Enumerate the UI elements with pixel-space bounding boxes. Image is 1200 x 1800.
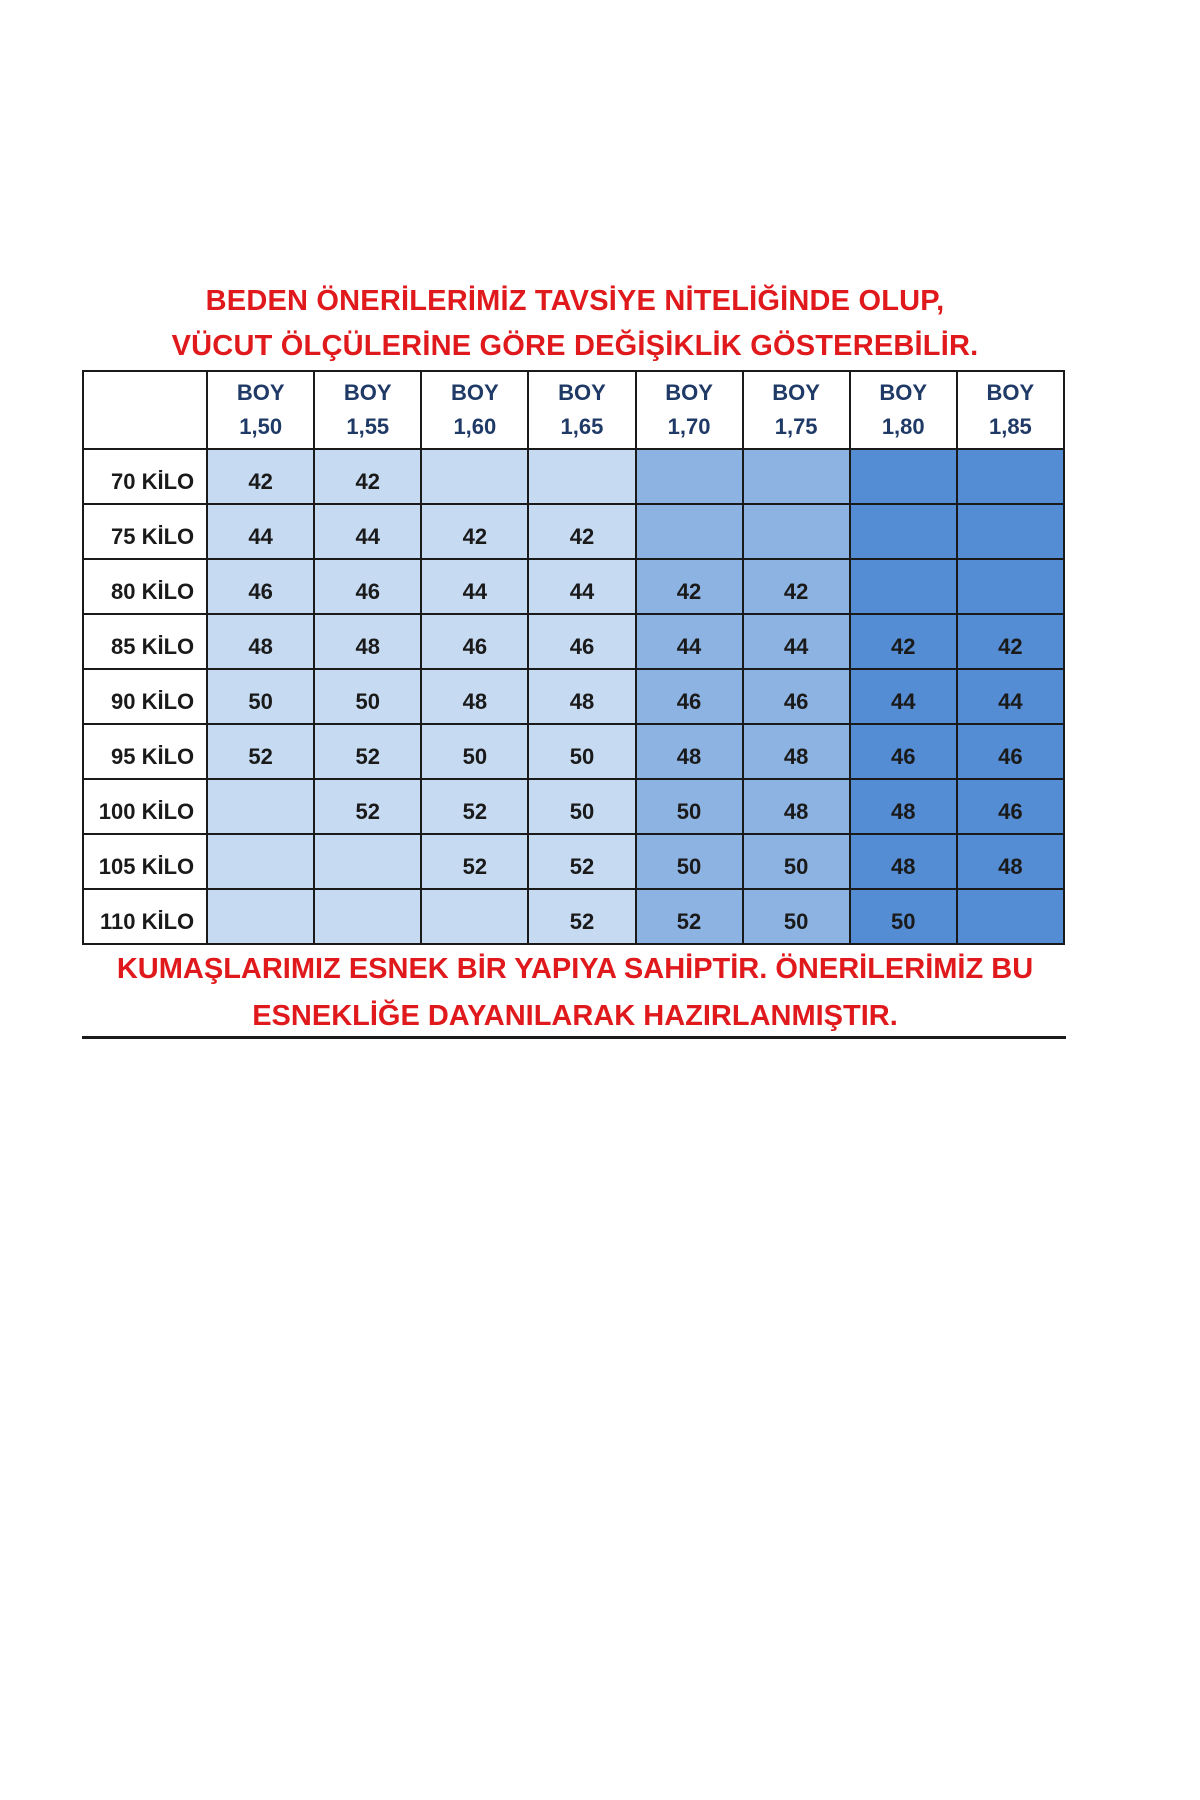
size-cell: 42	[636, 559, 743, 614]
height-header-label: BOY	[986, 380, 1035, 405]
size-cell: 52	[528, 834, 635, 889]
size-cell: 42	[421, 504, 528, 559]
weight-label: 95 KİLO	[83, 724, 207, 779]
height-header-180	[850, 371, 957, 449]
size-cell: 46	[743, 669, 850, 724]
weight-label: 80 KİLO	[83, 559, 207, 614]
size-cell	[314, 834, 421, 889]
size-cell: 52	[314, 779, 421, 834]
size-cell: 42	[314, 449, 421, 504]
size-cell: 52	[314, 724, 421, 779]
height-header-label: BOY	[343, 380, 392, 405]
weight-row	[83, 889, 1064, 944]
weight-label: 110 KİLO	[83, 889, 207, 944]
weight-label: 100 KİLO	[83, 779, 207, 834]
size-cell: 46	[421, 614, 528, 669]
size-cell: 52	[636, 889, 743, 944]
size-cell	[850, 559, 957, 614]
notice-title-line-2: VÜCUT ÖLÇÜLERİNE GÖRE DEĞİŞİKLİK GÖSTEREBİLİR.	[171, 330, 979, 362]
size-cell	[636, 449, 743, 504]
size-cell	[207, 889, 314, 944]
bottom-divider	[82, 1036, 1066, 1039]
size-chart-body	[83, 449, 1064, 944]
height-header-label: BOY	[451, 380, 499, 405]
size-cell: 48	[528, 669, 635, 724]
weight-label: 90 KİLO	[83, 669, 207, 724]
size-cell: 50	[636, 834, 743, 889]
size-cell	[850, 449, 957, 504]
size-cell	[957, 449, 1064, 504]
height-header-label: BOY	[665, 380, 713, 405]
height-header-value: 1,80	[881, 414, 925, 439]
height-header-row	[83, 371, 1064, 449]
height-header-label: BOY	[879, 380, 928, 405]
height-header-value: 1,55	[346, 414, 390, 439]
size-cell: 46	[314, 559, 421, 614]
fabric-note-line-1: KUMAŞLARIMIZ ESNEK BİR YAPIYA SAHİPTİR. ÖNERİLERİMİZ BU	[116, 953, 1034, 985]
size-cell	[957, 504, 1064, 559]
height-header-value: 1,75	[774, 414, 818, 439]
size-cell	[207, 834, 314, 889]
size-cell: 44	[850, 669, 957, 724]
size-cell: 42	[207, 449, 314, 504]
height-header-value: 1,85	[988, 414, 1032, 439]
size-cell: 48	[957, 834, 1064, 889]
weight-label: 105 KİLO	[83, 834, 207, 889]
size-cell	[636, 504, 743, 559]
size-cell: 50	[421, 724, 528, 779]
size-cell: 44	[957, 669, 1064, 724]
size-cell: 46	[636, 669, 743, 724]
size-cell: 48	[850, 834, 957, 889]
size-cell	[743, 504, 850, 559]
size-cell: 50	[528, 779, 635, 834]
size-cell	[207, 779, 314, 834]
height-header-175	[743, 371, 850, 449]
height-header-label: BOY	[772, 380, 820, 405]
size-cell: 44	[314, 504, 421, 559]
size-cell: 48	[743, 779, 850, 834]
height-header-185	[957, 371, 1064, 449]
fabric-note-line-2: ESNEKLİĞE DAYANILARAK HAZIRLANMIŞTIR.	[252, 1000, 898, 1032]
size-cell: 50	[743, 834, 850, 889]
height-header-value: 1,60	[453, 414, 497, 439]
size-cell: 48	[636, 724, 743, 779]
height-header-label: BOY	[236, 380, 285, 405]
size-cell: 50	[528, 724, 635, 779]
height-header-label: BOY	[558, 380, 606, 405]
size-cell: 48	[743, 724, 850, 779]
size-cell: 44	[528, 559, 635, 614]
weight-label: 75 KİLO	[83, 504, 207, 559]
weight-label: 85 KİLO	[83, 614, 207, 669]
size-cell: 52	[421, 779, 528, 834]
size-cell: 46	[528, 614, 635, 669]
size-cell: 50	[743, 889, 850, 944]
size-cell	[850, 504, 957, 559]
height-header-value: 1,50	[239, 414, 283, 439]
size-cell	[421, 449, 528, 504]
table-corner-cell	[83, 371, 207, 449]
size-cell: 52	[207, 724, 314, 779]
size-cell: 44	[743, 614, 850, 669]
size-cell: 48	[421, 669, 528, 724]
notice-title-line-1: BEDEN ÖNERİLERİMİZ TAVSİYE NİTELİĞİNDE OLUP,	[205, 285, 945, 317]
size-cell: 44	[421, 559, 528, 614]
weight-row	[83, 614, 1064, 669]
size-cell: 48	[850, 779, 957, 834]
height-header-170	[636, 371, 743, 449]
size-cell: 44	[636, 614, 743, 669]
size-cell	[528, 449, 635, 504]
size-cell: 46	[207, 559, 314, 614]
weight-row	[83, 724, 1064, 779]
size-cell: 42	[528, 504, 635, 559]
height-header-value: 1,65	[560, 414, 604, 439]
size-cell: 52	[528, 889, 635, 944]
weight-label: 70 KİLO	[83, 449, 207, 504]
size-cell: 42	[743, 559, 850, 614]
height-header-150	[207, 371, 314, 449]
weight-row	[83, 834, 1064, 889]
weight-row	[83, 449, 1064, 504]
size-cell	[957, 559, 1064, 614]
size-cell: 48	[314, 614, 421, 669]
size-cell	[421, 889, 528, 944]
size-chart-table	[82, 370, 1065, 945]
height-header-165	[528, 371, 635, 449]
size-cell	[314, 889, 421, 944]
height-header-160	[421, 371, 528, 449]
size-cell: 52	[421, 834, 528, 889]
size-cell	[743, 449, 850, 504]
size-cell: 50	[314, 669, 421, 724]
size-cell: 50	[207, 669, 314, 724]
height-header-value: 1,70	[667, 414, 711, 439]
size-cell: 42	[850, 614, 957, 669]
size-cell: 50	[850, 889, 957, 944]
size-cell: 46	[957, 724, 1064, 779]
size-cell: 46	[850, 724, 957, 779]
size-cell: 50	[636, 779, 743, 834]
weight-row	[83, 559, 1064, 614]
weight-row	[83, 504, 1064, 559]
weight-row	[83, 779, 1064, 834]
size-cell: 44	[207, 504, 314, 559]
size-cell: 48	[207, 614, 314, 669]
size-cell	[957, 889, 1064, 944]
size-cell: 42	[957, 614, 1064, 669]
size-cell: 46	[957, 779, 1064, 834]
weight-row	[83, 669, 1064, 724]
height-header-155	[314, 371, 421, 449]
